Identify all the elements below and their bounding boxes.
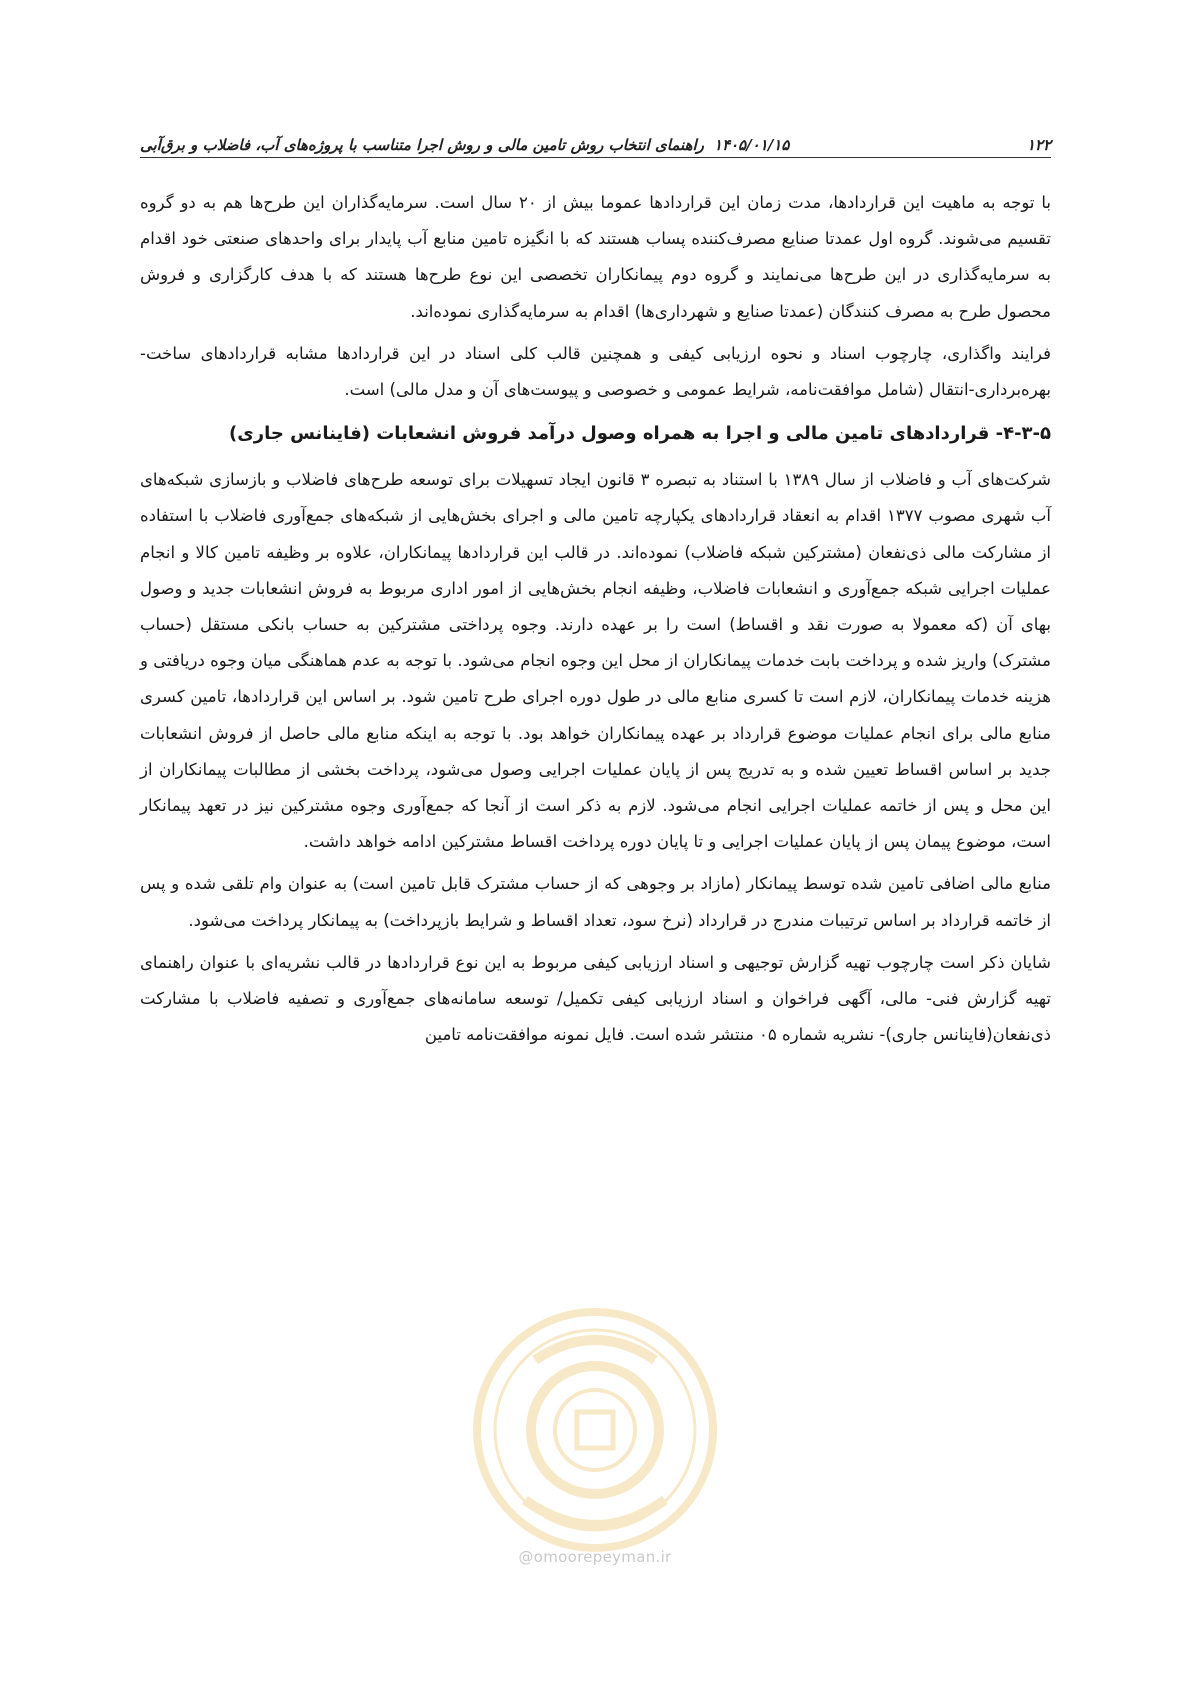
paragraph-2: فرایند واگذاری، چارچوب اسناد و نحوه ارزیابی کیفی و همچنین قالب کلی اسناد در این قراردادها مشابه قراردادهای ساخت-بهره‌برداری-انتقال (شامل موافقت‌نامه، شرایط عمومی و خصوصی و پیوست‌های آن و مدل مالی) است. [140,343,1051,400]
watermark-caption: @omoorepeyman.ir [518,1548,672,1566]
paragraph-1: با توجه به ماهیت این قراردادها، مدت زمان این قراردادها عموما بیش از ۲۰ سال است. سرمایه‌گذاران این طرح‌ها هم به دو گروه تقسیم می‌شوند. گروه اول عمدتا صنایع مصرف‌کننده پساب هستند که با انگیزه تامین منابع آب پایدار برای واحدهای صنعتی خود اقدام به سرمایه‌گذاری در این طرح‌ها می‌نمایند و گروه دوم پیمانکاران تخصصی این نوع طرح‌ها هستند که با هدف کارگزاری و فروش محصول طرح به مصرف کنندگان (عمدتا صنایع و شهرداری‌ها) اقدام به سرمایه‌گذاری نموده‌اند. [140,193,1051,321]
watermark-seal-icon [465,1300,725,1560]
paragraph-4: منابع مالی اضافی تامین شده توسط پیمانکار (مازاد بر وجوهی که از حساب مشترک قابل تامین است) به عنوان وام تلقی شده و پس از خاتمه قرارداد بر اساس ترتیبات مندرج در قرارداد (نرخ سود، تعداد اقساط و شرایط بازپرداخت) به پیمانکار پرداخت می‌شود. [140,874,1051,930]
body-text [140,185,1051,1059]
header-title: راهنمای انتخاب روش تامین مالی و روش اجرا متناسب با پروژه‌های آب، فاضلاب و برق‌آبی [140,136,704,154]
header-divider [140,157,1051,158]
paragraph-3: شرکت‌های آب و فاضلاب از سال ۱۳۸۹ با استناد به تبصره ۳ قانون ایجاد تسهیلات برای توسعه طرح‌های فاضلاب و بازسازی شبکه‌های آب شهری مصوب ۱۳۷۷ اقدام به انعقاد قراردادهای یکپارچه تامین مالی و اجرای بخش‌هایی از شبکه‌های جمع‌آوری فاضلاب با استفاده از مشارکت مالی ذی‌نفعان (مشترکین شبکه فاضلاب) نموده‌اند. در قالب این قراردادها پیمانکاران، علاوه بر وظیفه تامین کالا و انجام عملیات اجرایی شبکه جمع‌آوری و انشعابات فاضلاب، وظیفه انجام بخش‌هایی از امور اداری مربوط به فروش انشعابات جدید و وصول بهای آن (که معمولا به صورت نقد و اقساط) است را بر عهده دارند. وجوه پرداختی مشترکین به حساب بانکی مستقل (حساب مشترک) واریز شده و پرداخت بابت خدمات پیمانکاران از محل این وجوه انجام می‌شود. با توجه به عدم هماهنگی میان وجوه دریافتی و هزینه خدمات پیمانکاران، لازم است تا کسری منابع مالی در طول دوره اجرای طرح تامین شود. بر اساس این قراردادها، تامین کسری منابع مالی برای انجام عملیات موضوع قرارداد بر عهده پیمانکاران خواهد بود. با توجه به اینکه منابع مالی حاصل از فروش انشعابات جدید بر اساس اقساط تعیین شده و به تدریج پس از پایان عملیات اجرایی وصول می‌شود، پرداخت بخشی از مطالبات پیمانکاران از این محل و پس از خاتمه عملیات اجرایی انجام می‌شود. لازم به ذکر است از آنجا که جمع‌آوری وجوه مشترکین نیز در تعهد پیمانکار است، موضوع پیمان پس از پایان عملیات اجرایی و تا پایان دوره پرداخت اقساط مشترکین ادامه خواهد داشت. [140,470,1052,852]
header-date: ۱۴۰۵/۰۱/۱۵ [713,136,790,154]
section-heading: ۴-۳-۵- قراردادهای تامین مالی و اجرا به همراه وصول درآمد فروش انشعابات (فاینانس جاری) [229,423,1051,445]
running-header [140,128,1051,154]
page-number: ۱۲۲ [1026,136,1051,154]
paragraph-5: شایان ذکر است چارچوب تهیه گزارش توجیهی و اسناد ارزیابی کیفی مربوط به این نوع قراردادها در قالب نشریه‌ای با عنوان راهنمای تهیه گزارش فنی- مالی، آگهی فراخوان و اسناد ارزیابی کیفی تکمیل/ توسعه سامانه‌های جمع‌آوری و تصفیه فاضلاب با مشارکت ذی‌نفعان(فاینانس جاری)- نشریه شماره ۰۵ منتشر شده است. فایل نمونه موافقت‌نامه تامین [140,952,1051,1045]
